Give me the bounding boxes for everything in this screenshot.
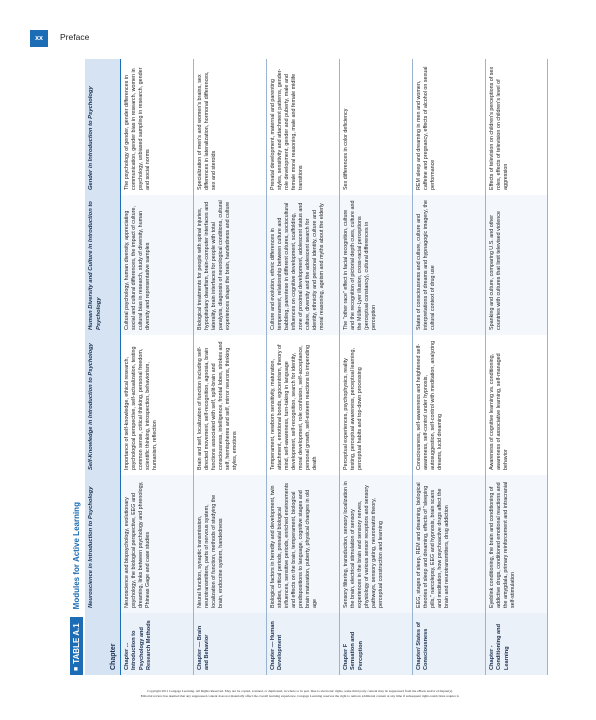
table-cell: Perceptual experiences, psychophysics, reality testing, perceptual awareness, perceptual learning, perceptual habits and top-down processing: [340, 335, 413, 475]
bullet-icon: ■: [73, 666, 80, 671]
page-number-badge: xx: [30, 30, 48, 47]
table-grid: [85, 59, 548, 675]
table-cell: Eyeblink conditioning, the brain and conditioning of addictive drugs, conditioned emotional reactions and the amygdala, primary reinforcement and intracranial self-stimulation: [486, 475, 548, 613]
table-cell: Brain and self, localization of function including self-directed movement, self-recognition, agnosia, brain functions associated with self, split-brain and consciousness, intelligence, frontal lobes, strokes and self, hemispheres and self, mirror neurons, thinking styles, emotions: [194, 335, 267, 475]
row-chapter: Chapter — Human Development: [267, 613, 340, 675]
copyright-footer: [60, 689, 540, 699]
table-cell: The psychology of gender, gender differences in communication, gender bias in research, women in psychology, unbiased sampling in research, gender and social norms: [121, 59, 194, 195]
table-title: Modules for Active Learning: [72, 502, 81, 610]
footer-line-1: Copyright 2011 Cengage Learning. All Rights Reserved. May not be copied, scanned, or duplicated, in whole or in part. Due to electronic rights, some third party content may be suppressed from the eBook and/or eChapter(s).: [147, 689, 453, 693]
table-label-text: TABLE A.1: [72, 623, 81, 664]
table-cell: Prenatal development, maternal and parenting styles, sensitivity and attachment patterns, gender-role development, gender and puberty, male and female moral reasoning, male and female midlife transitions: [267, 59, 340, 195]
table-cell: Effects of television on children's perceptions of sex roles, effects of television on children's level of aggression: [486, 59, 548, 195]
header-col-1: Neuroscience in Introduction to Psychology: [85, 475, 121, 613]
row-chapter: Chapter - Conditioning and Learning: [486, 613, 548, 675]
row-chapter: Chapter ... Introduction to Psychology and Research Methods: [121, 613, 194, 675]
table-cell: Importance of self-knowledge, ethical research, psychological perspective, self-actualization, testing common sense, critical thinking, personal freedom, scientific thinking, introspection, behaviorism, humanism, reflection: [121, 335, 194, 475]
table-cell: Biological treatments for people with spinal injuries, hypopituitary dwarfism, brain-computer interfaces and laterality, brain interfaces for people with total paralysis, diagnosis of neurological conditions, cultural experiences shape the brain, handedness and culture: [194, 195, 267, 335]
header-chapter: Chapter: [85, 613, 121, 675]
table-cell: The "other race" effect in facial recognition, culture and the recognition of pictorial depth cues, culture and the Müller-Lyer illusion, cross-racial perceptions (perceptual constancy), cultural differences in perception: [340, 195, 413, 335]
header-col-4: Gender in Introduction to Psychology: [85, 59, 121, 195]
table-cell: Neuroscience and biopsychology, evolutionary psychology, the biological perspective, EEG and dreaming, links between psychology and phrenology, Phineas Gage and case studies: [121, 475, 194, 613]
table-cell: Cultural psychology, human diversity, appreciating social and cultural differences, the impact of culture, cultural bias in research, study of diversity, human diversity and representative samples: [121, 195, 194, 335]
table-cell: EEG, stages of sleep, REM and dreaming, biological theories of sleep and dreaming, effects of "sleeping pills," narcolepsy, EEG and hypnosis, brain scans and meditation, how psychoactive drugs affect the brain and neurotransmitters, drug addiction: [413, 475, 486, 613]
table-cell: Consciousness, self-awareness and heightened self-awareness, self-control under hypnosis, autosuggestion, self-control with meditation, analyzing dreams, lucid dreaming: [413, 335, 486, 475]
table-cell: Specialization of men's and women's brains, sex differences in lateralization, hormonal differences, sex and steroids: [194, 59, 267, 195]
table-cell: Temperament, newborn sensitivity, maturation, attachment, emotional bonds, egocentrism, theory of mind, self-awareness, turn-taking in language development, self-recognition, search for identity, moral development, role confusion, self-acceptance, personal growth, self-esteem reactions to impending death: [267, 335, 340, 475]
table-cell: Biological factors in heredity and development, twin studies, critical periods, prenatal biological influences, sensitive periods, enriched environments and effects on the brain, temperament, biological predispositions to language, cognitive stages and brain maturation, puberty, physical changes in old age: [267, 475, 340, 613]
table-cell: Spanking and culture, comparing U.S. and other countries with cultures that limit televised violence: [486, 195, 548, 335]
rotated-table-area: [70, 59, 548, 675]
table-cell: States of consciousness and culture, culture and interpretations of dreams and hypnagogic imagery, the cultural context of drug use: [413, 195, 486, 335]
header-col-2: Self-Knowledge in Introduction to Psychology: [85, 335, 121, 475]
table-label: [70, 617, 83, 675]
footer-line-2: Editorial review has deemed that any suppressed content does not materially affect the overall learning experience. Cengage Learning reserves the right to remove additional content at any time if subsequent rights restrictions require it.: [140, 693, 460, 698]
table-cell: REM sleep and dreaming in men and women, caffeine and pregnancy, effects of alcohol on sexual performance: [413, 59, 486, 195]
row-chapter: Chapter/ States of Consciousness: [413, 613, 486, 675]
table-cell: Neural function, synaptic transmission, neurotransmitters, parts of nervous system, localization of function, methods of studying the brain, endocrine system, handedness: [194, 475, 267, 613]
row-chapter: Chapter — Brain and Behavior: [194, 613, 267, 675]
table: [70, 59, 548, 675]
table-title-bar: [70, 59, 83, 675]
header-col-3: Human Diversity and Culture in Introduction to Psychology: [85, 195, 121, 335]
table-cell: Sex differences in color deficiency: [340, 59, 413, 195]
table-cell: Awareness of cognitive learning vs. conditioning, awareness of associative learning, self-managed behavior: [486, 335, 548, 475]
table-cell: Sensory filtering, transduction, sensory localization in the brain, electrical stimulation of sensory experiences in the brain and sensory nerves, physiology of various sensor receptors and sensory pathways, sensory gating, neuromatrix theory, perceptual construction and learning: [340, 475, 413, 613]
table-cell: Culture and evolution, ethnic differences in temperament, relationship between culture and babbling, parentese in different cultures, sociocultural influences on cognitive development, scaffolding, zone of proximal development, adolescent status and culture, diversity and the adolescent search for identity, ethnicity and personal identity, culture and moral reasoning, ageism and myths about the elderly: [267, 195, 340, 335]
running-head: Preface: [60, 32, 90, 42]
row-chapter: Chapter F Sensation and Perception: [340, 613, 413, 675]
